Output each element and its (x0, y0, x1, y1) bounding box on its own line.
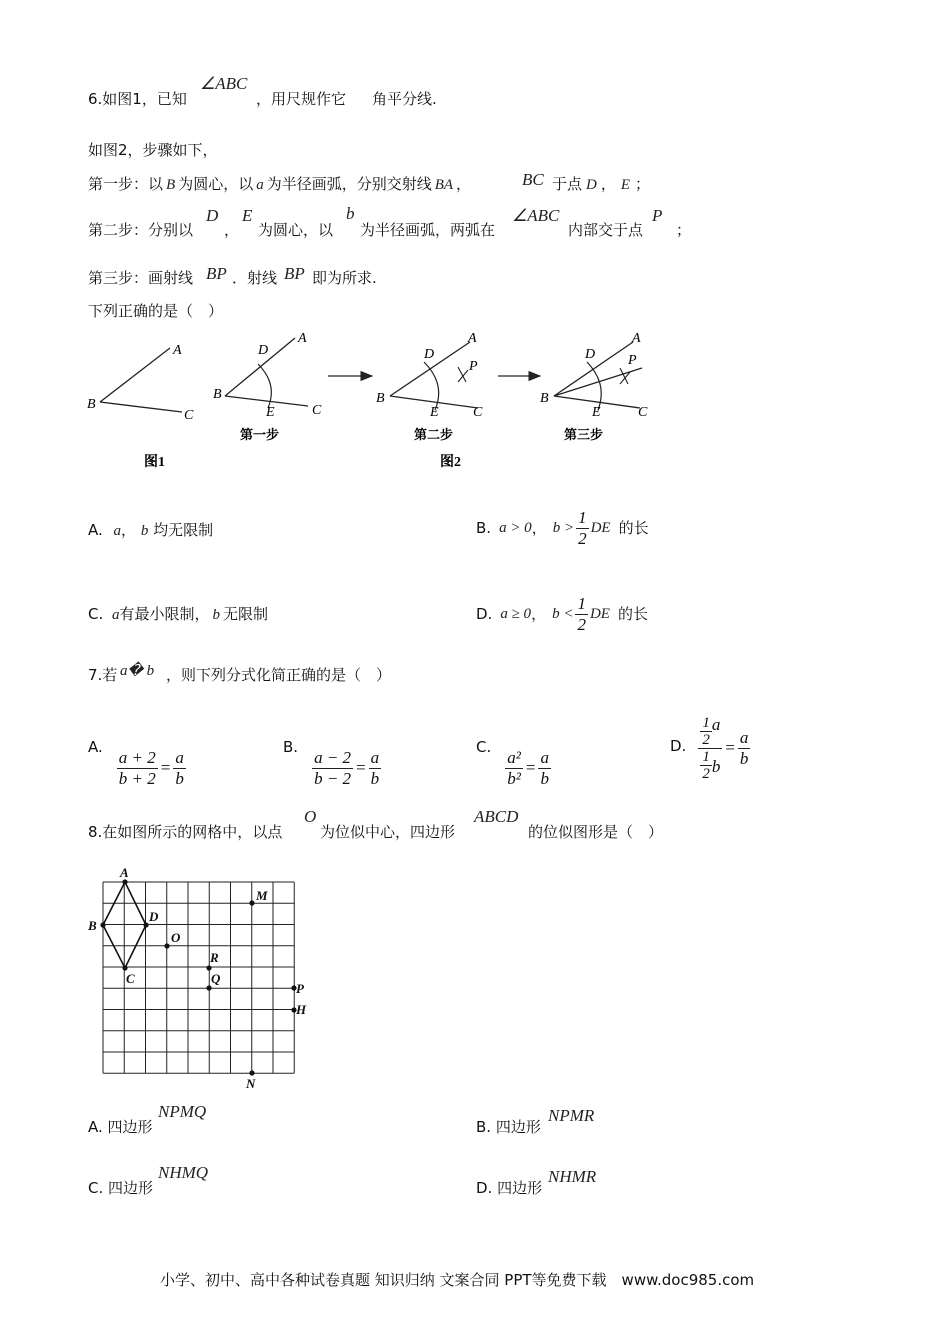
q8-stem-O: O (304, 807, 317, 826)
q7-stem: 7.若 (88, 666, 118, 684)
q8-stem-suffix: 的位似图形是（ ） (528, 823, 664, 841)
label-H: H (296, 1002, 307, 1017)
q8-stem-mid: 为位似中心，四边形 (320, 823, 456, 841)
q6-step1-BC: BC (522, 170, 544, 189)
step1-label: 第一步 (240, 427, 280, 442)
q6-step2-b: b (346, 204, 355, 223)
svg-text:B: B (87, 397, 96, 412)
q8-option-A[interactable]: A. 四边形 (88, 1118, 153, 1136)
q6-question: 下列正确的是（ ） (88, 302, 224, 320)
q6-figures (80, 326, 680, 476)
q6-step2-P: P (652, 206, 663, 225)
step2-label: 第二步 (414, 427, 454, 442)
q6-step2-text2: 内部交于点 (568, 221, 644, 239)
svg-text:E: E (430, 405, 439, 420)
svg-text:E: E (592, 405, 601, 420)
q7-option-A[interactable]: A. $\frac{a + 2}{b + 2}$ = $\frac{a}{b}$ (88, 738, 184, 788)
q8-option-B-math: NPMR (548, 1106, 595, 1125)
q6-step1-tail: 于点 D ， E ； (552, 175, 651, 193)
svg-text:P: P (628, 353, 637, 368)
figure-step2 (376, 331, 483, 470)
svg-text:A: A (298, 331, 307, 346)
q8-grid-figure (84, 862, 324, 1094)
svg-text:A: A (173, 343, 182, 358)
q6-step2-end: ； (676, 221, 692, 239)
figure-step1 (213, 331, 322, 442)
svg-text:C: C (473, 405, 483, 420)
svg-text:A: A (468, 331, 477, 346)
svg-text:C: C (184, 408, 194, 423)
q6-step1: 第一步：以 B 为圆心，以 a 为半径画弧，分别交射线 BA ， (88, 175, 472, 193)
label-N: N (246, 1076, 256, 1091)
q6-stem-angle: ∠ABC (200, 74, 248, 93)
label-R: R (210, 950, 219, 965)
q8-stem: 8.在如图所示的网格中，以点 (88, 823, 283, 841)
q6-stem-suffix: ，用尺规作它 (256, 90, 347, 108)
figure-step3 (540, 331, 648, 442)
q6-step2-head: 第二步：分别以 (88, 221, 194, 239)
q6-option-B[interactable]: B. a > 0 ， b > $\frac{1}{2}$ DE 的长 (476, 507, 649, 548)
svg-text:P: P (469, 359, 478, 374)
svg-text:B: B (213, 387, 222, 402)
figure-1 (87, 343, 194, 470)
q6-step3-BP2: BP (284, 264, 305, 283)
svg-text:E: E (266, 405, 275, 420)
q6-step2-mid: 为圆心，以 (258, 221, 334, 239)
q6-step3-BP: BP (206, 264, 227, 283)
q6-step2-angle: ∠ABC (512, 206, 560, 225)
q7-stem-math: a� b (120, 663, 155, 679)
svg-text:B: B (376, 391, 385, 406)
label-Q: Q (211, 971, 221, 986)
q6-step2-text: 为半径画弧，两弧在 (360, 221, 496, 239)
q8-option-C[interactable]: C. 四边形 (88, 1179, 154, 1197)
label-B: B (88, 918, 97, 933)
svg-text:A: A (632, 331, 641, 346)
q8-option-B[interactable]: B. 四边形 (476, 1118, 541, 1136)
q8-option-C-math: NHMQ (158, 1163, 209, 1182)
q6-option-C[interactable]: C. a有最小限制， b 无限制 (88, 605, 269, 623)
q8-option-A-math: NPMQ (158, 1102, 207, 1121)
page-footer: 小学、初中、高中各种试卷真题 知识归纳 文案合同 PPT等免费下载 www.doc985.com (160, 1271, 755, 1289)
svg-text:D: D (258, 343, 269, 358)
svg-text:D: D (424, 347, 435, 362)
label-C: C (126, 971, 135, 986)
q7-option-C[interactable]: C. $\frac{\text{a²}}{\text{b²}}$ = $\frac{a}{b}$ (476, 738, 549, 788)
label-D: D (149, 909, 159, 924)
q6-stem-suffix2: 角平分线. (372, 90, 437, 108)
svg-text:B: B (540, 391, 549, 406)
label-O: O (171, 930, 181, 945)
fig1-caption: 图1 (144, 455, 165, 470)
q6-step3-mid: ．射线 (232, 269, 278, 287)
q6-intro: 如图2，步骤如下， (88, 141, 218, 159)
step3-label: 第三步 (564, 427, 604, 442)
q7-stem-suffix: ，则下列分式化简正确的是（ ） (166, 666, 392, 684)
svg-text:D: D (585, 347, 596, 362)
svg-text:C: C (312, 403, 322, 418)
q6-step3-head: 第三步：画射线 (88, 269, 194, 287)
q8-option-D-math: NHMR (548, 1167, 597, 1186)
q6-stem: 6.如图1，已知 (88, 90, 187, 108)
label-P: P (296, 981, 304, 996)
q6-step2-E: E (242, 206, 253, 225)
svg-text:C: C (638, 405, 648, 420)
q6-step2-D: D (206, 206, 219, 225)
q8-option-D[interactable]: D. 四边形 (476, 1179, 543, 1197)
q6-option-A[interactable]: A. a， b 均无限制 (88, 521, 214, 539)
fig2-caption: 图2 (440, 455, 461, 470)
q6-step3-end: 即为所求. (312, 269, 377, 287)
q6-step2-sep: ， (224, 221, 240, 239)
q6-option-D[interactable]: D. a ≥ 0 ， b < $\frac{1}{2}$ DE 的长 (476, 593, 648, 634)
label-M: M (256, 888, 268, 903)
q8-stem-ABCD: ABCD (474, 807, 519, 826)
label-A: A (120, 865, 129, 880)
q7-option-B[interactable]: B. $\frac{a - 2}{b - 2}$ = $\frac{a}{b}$ (283, 738, 380, 788)
q7-option-D[interactable]: D. $\frac{1}{2}$ a $\frac{1}{2}$ b = $\frac{a}{b}$ (670, 714, 749, 782)
